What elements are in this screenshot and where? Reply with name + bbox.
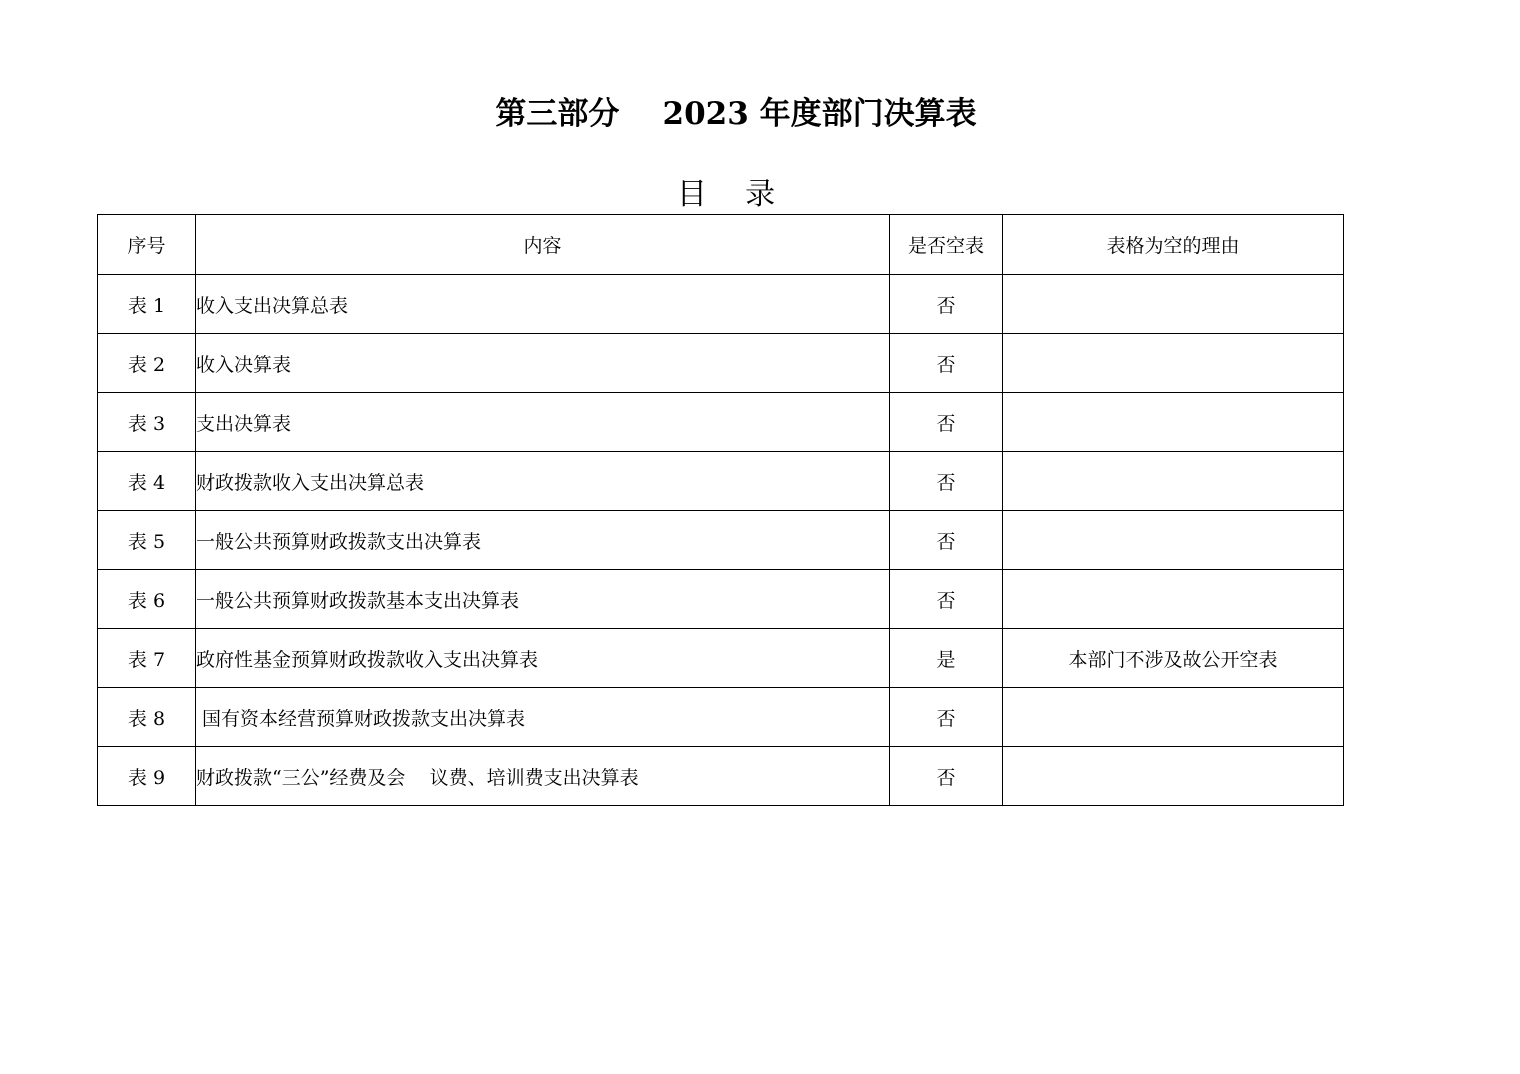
row-reason [1003,747,1344,806]
row-no: 表 9 [98,747,196,806]
row-no: 表 2 [98,334,196,393]
row-content: 财政拨款“三公”经费及会 议费、培训费支出决算表 [196,747,890,806]
row-reason [1003,570,1344,629]
page-title: 第三部分 2023 年度部门决算表 [495,96,977,132]
row-no: 表 4 [98,452,196,511]
row-content: 财政拨款收入支出决算总表 [196,452,890,511]
row-is-empty: 是 [890,629,1003,688]
row-content: 收入支出决算总表 [196,275,890,334]
row-content: 一般公共预算财政拨款基本支出决算表 [196,570,890,629]
row-content: 一般公共预算财政拨款支出决算表 [196,511,890,570]
toc-heading: 目 录 [676,177,776,212]
table-row [98,629,1344,688]
row-no: 表 5 [98,511,196,570]
row-no: 表 7 [98,629,196,688]
table-row [98,511,1344,570]
row-is-empty: 否 [890,452,1003,511]
row-is-empty: 否 [890,570,1003,629]
row-reason [1003,275,1344,334]
table-row [98,275,1344,334]
row-reason [1003,511,1344,570]
table-row [98,570,1344,629]
row-content: 收入决算表 [196,334,890,393]
row-reason [1003,688,1344,747]
header-no: 序号 [98,215,196,275]
row-is-empty: 否 [890,688,1003,747]
row-reason [1003,334,1344,393]
row-is-empty: 否 [890,334,1003,393]
row-is-empty: 否 [890,747,1003,806]
table-row [98,452,1344,511]
row-no: 表 3 [98,393,196,452]
row-no: 表 6 [98,570,196,629]
table-row [98,334,1344,393]
toc-table [97,214,1344,806]
row-is-empty: 否 [890,275,1003,334]
row-reason: 本部门不涉及故公开空表 [1003,629,1344,688]
header-reason: 表格为空的理由 [1003,215,1344,275]
row-no: 表 1 [98,275,196,334]
row-content: 国有资本经营预算财政拨款支出决算表 [196,688,890,747]
row-reason [1003,393,1344,452]
header-is-empty: 是否空表 [890,215,1003,275]
row-no: 表 8 [98,688,196,747]
row-content: 政府性基金预算财政拨款收入支出决算表 [196,629,890,688]
row-reason [1003,452,1344,511]
table-row [98,747,1344,806]
table-row [98,688,1344,747]
table-header-row [98,215,1344,275]
row-content: 支出决算表 [196,393,890,452]
row-is-empty: 否 [890,511,1003,570]
header-content: 内容 [196,215,890,275]
table-row [98,393,1344,452]
row-is-empty: 否 [890,393,1003,452]
